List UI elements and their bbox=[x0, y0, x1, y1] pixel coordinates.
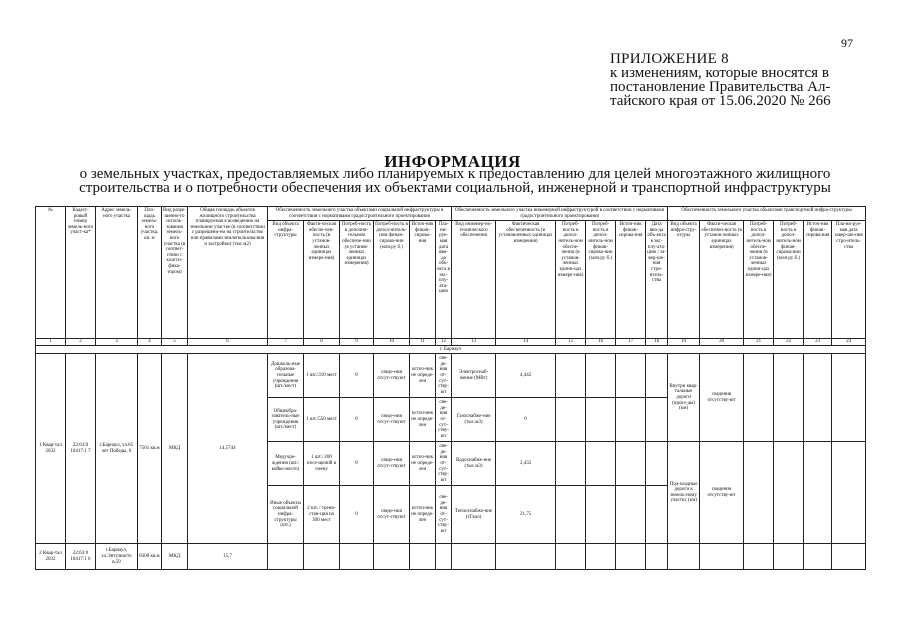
empty-cell bbox=[616, 354, 646, 398]
engineering-fact: 2,432 bbox=[496, 442, 556, 486]
column-number: 13 bbox=[452, 339, 496, 346]
empty-cell bbox=[774, 544, 804, 570]
social-financing: сведе-ния отсут-ствуют bbox=[374, 442, 410, 486]
social-type: Медучре-ждения (шт./койко-место) bbox=[268, 442, 304, 486]
appendix-line: постановление Правительства Ал- bbox=[610, 79, 831, 95]
social-source: источ-ник не опреде-лен bbox=[410, 398, 436, 442]
social-need: 0 bbox=[340, 442, 374, 486]
empty-cell bbox=[586, 544, 616, 570]
column-number: 11 bbox=[410, 339, 436, 346]
address: г.Барнаул, ул.Энтузиасто в,59 bbox=[96, 544, 138, 570]
document-title: ИНФОРМАЦИЯ bbox=[384, 152, 521, 171]
header-cell: Пла-ни-руе-мая дата вво-да объ-екта в экс-плу-ата-цию bbox=[436, 221, 452, 339]
engineering-fact: 21,75 bbox=[496, 486, 556, 544]
empty-cell bbox=[646, 442, 668, 486]
social-date: све-де-ния от-сут-ству-ют bbox=[436, 486, 452, 544]
empty-cell bbox=[744, 442, 774, 544]
empty-cell bbox=[646, 544, 668, 570]
empty-cell bbox=[496, 544, 556, 570]
header-cell: Общая площадь объектов жилищного строительства планируемая к возведению на земельном участке (в соответствии с разрешени-ем на строительство или правилами землепользова-ния и застройки) (тыс.м2) bbox=[188, 207, 268, 339]
header-cell: Фактическая обеспеченность (в установленных единицах измерения) bbox=[496, 221, 556, 339]
empty-cell bbox=[616, 486, 646, 544]
land-area: 8300 кв.м bbox=[138, 544, 162, 570]
column-number: 10 bbox=[374, 339, 410, 346]
column-number: 7 bbox=[268, 339, 304, 346]
empty-cell bbox=[804, 442, 832, 544]
social-financing: сведе-ния отсут-ствуют bbox=[374, 398, 410, 442]
social-financing: сведе-ния отсут-ствуют bbox=[374, 486, 410, 544]
empty-cell bbox=[556, 442, 586, 486]
column-number: 22 bbox=[774, 339, 804, 346]
column-number: 14 bbox=[496, 339, 556, 346]
social-fact: 1 шт./310 мест bbox=[304, 354, 340, 398]
transport-fact: сведения отсутству-ют bbox=[700, 354, 744, 442]
social-date: све-де-ния от-сут-ству-ют bbox=[436, 354, 452, 398]
group-header-transport: Обеспеченность земельного участка объектами транспортной инфра-структуры bbox=[668, 207, 866, 221]
empty-cell bbox=[586, 442, 616, 486]
empty-cell bbox=[374, 544, 410, 570]
header-cell: Источ-ник финан-сирова-ния bbox=[410, 221, 436, 339]
social-financing: сведе-ния отсут-ствуют bbox=[374, 354, 410, 398]
permitted-use: МКД bbox=[162, 544, 188, 570]
engineering-fact: 0 bbox=[496, 398, 556, 442]
empty-cell bbox=[436, 544, 452, 570]
header-cell: Вид инженер-но-технического обеспечения bbox=[452, 221, 496, 339]
total-area: 15,7 bbox=[188, 544, 268, 570]
header-cell: Источ-ник финан-сирова-ния bbox=[616, 221, 646, 339]
transport-type: Внутри квар-тальные дороги (проез-ды) (км) bbox=[668, 354, 700, 442]
column-number: 20 bbox=[700, 339, 744, 346]
empty-cell bbox=[452, 544, 496, 570]
empty-cell bbox=[616, 398, 646, 442]
header-cell: Потреб-ность в допол-нитель-ном финан-сирова-нии (млн.ру б.) bbox=[774, 221, 804, 339]
data-table bbox=[35, 206, 866, 570]
engineering-fact: 4,442 bbox=[496, 354, 556, 398]
empty-cell bbox=[556, 354, 586, 398]
header-cell: № bbox=[36, 207, 66, 339]
social-date: све-де-ния от-сут-ству-ют bbox=[436, 442, 452, 486]
header-cell: Потреб-ность в допол-нитель-ном обеспе-чении (в установ-ленных едини-цах измере-ния) bbox=[556, 221, 586, 339]
column-number: 12 bbox=[436, 339, 452, 346]
city-row: г. Барнаул bbox=[36, 345, 866, 354]
social-fact: 1 шт./550 мест bbox=[304, 398, 340, 442]
social-source: источ-ник не опреде-лен bbox=[410, 442, 436, 486]
page-number: 97 bbox=[841, 36, 853, 50]
header-cell: Вид объекта инфра-структуры bbox=[268, 221, 304, 339]
transport-fact: сведения отсутству-ют bbox=[700, 442, 744, 544]
appendix-heading: ПРИЛОЖЕНИЕ 8 bbox=[610, 51, 729, 67]
header-cell: Пло-щадь земель-ного участка, кв. м bbox=[138, 207, 162, 339]
header-cell: Кадаст-ровый номер земель-ного участ-ка* bbox=[66, 207, 96, 339]
permitted-use: МКД bbox=[162, 354, 188, 544]
header-cell: Потреб-ность в допол-нитель-ном финан-сирова-нии (млн.ру б.) bbox=[374, 221, 410, 339]
address: г.Барнаул, ул.65 лет Победы, 6 bbox=[96, 354, 138, 544]
group-header-social: Обеспеченность земельного участка объектами социальной инфраструктуры в соответствии с нормативами градостроительного проектирования bbox=[268, 207, 452, 221]
empty-cell bbox=[646, 486, 668, 544]
column-number: 4 bbox=[138, 339, 162, 346]
empty-cell bbox=[556, 398, 586, 442]
empty-cell bbox=[804, 544, 832, 570]
column-number: 2 bbox=[66, 339, 96, 346]
column-number: 8 bbox=[304, 339, 340, 346]
social-need: 0 bbox=[340, 354, 374, 398]
empty-cell bbox=[804, 354, 832, 442]
header-cell: Вид разре-шенно-го исполь-зования земель-ного участка (в соответ-ствии с класси-фика-тором) bbox=[162, 207, 188, 339]
engineering-type: Газоснабже-ние (тыс.м3) bbox=[452, 398, 496, 442]
column-number: 17 bbox=[616, 339, 646, 346]
empty-cell bbox=[556, 544, 586, 570]
appendix-line: тайского края от 15.06.2020 № 266 bbox=[610, 93, 831, 109]
social-fact: 2 шт. / трени-стан-ция на 300 мест bbox=[304, 486, 340, 544]
transport-type: Под-ъездные дороги к земель-ному участку (км) bbox=[668, 442, 700, 544]
engineering-type: Электроснаб-жение (МВт) bbox=[452, 354, 496, 398]
header-cell: Потреб-ность в допол-нитель-ном финан-сирова-нии (млн.ру б.) bbox=[586, 221, 616, 339]
empty-cell bbox=[774, 354, 804, 442]
empty-cell bbox=[744, 354, 774, 442]
column-number: 19 bbox=[668, 339, 700, 346]
social-type: Иные объекты социальной инфра-структуры (шт.) bbox=[268, 486, 304, 544]
empty-cell bbox=[646, 398, 668, 442]
empty-cell bbox=[304, 544, 340, 570]
column-number: 21 bbox=[744, 339, 774, 346]
appendix-line: к изменениям, которые вносятся в bbox=[610, 65, 829, 81]
social-type: Общеобра-зователь-ные учреждения (шт./мест) bbox=[268, 398, 304, 442]
social-source: источ-ник не опреде-лен bbox=[410, 486, 436, 544]
empty-cell bbox=[586, 354, 616, 398]
empty-cell bbox=[646, 354, 668, 398]
column-number: 23 bbox=[804, 339, 832, 346]
column-number: 6 bbox=[188, 339, 268, 346]
column-number: 18 bbox=[646, 339, 668, 346]
cadastral-number: 22:63:0 10417:1 6 bbox=[66, 544, 96, 570]
engineering-type: Теплоснабже-ние (тГкал) bbox=[452, 486, 496, 544]
empty-cell bbox=[832, 354, 866, 442]
social-need: 0 bbox=[340, 398, 374, 442]
empty-cell bbox=[586, 398, 616, 442]
cadastral-number: 22:63:0 10417:1 7 bbox=[66, 354, 96, 544]
empty-cell bbox=[340, 544, 374, 570]
empty-cell bbox=[832, 442, 866, 544]
empty-cell bbox=[410, 544, 436, 570]
empty-cell bbox=[586, 486, 616, 544]
land-area: 7561 кв.м bbox=[138, 354, 162, 544]
header-cell: Потреб-ность в допол-нитель-ном обеспе-чении (в установ-ленных едини-цах измере-ния) bbox=[744, 221, 774, 339]
header-cell: Пла-ни-руе-мая дата завер-ше-ния стро-итель-ства bbox=[832, 221, 866, 339]
row-number: 2 Квар-тал 2032 bbox=[36, 544, 66, 570]
empty-cell bbox=[700, 544, 744, 570]
social-need: 0 bbox=[340, 486, 374, 544]
row-number: 1 Квар-тал 2032 bbox=[36, 354, 66, 544]
social-fact: 1 шт./ 200 посе-щений в смену bbox=[304, 442, 340, 486]
empty-cell bbox=[832, 544, 866, 570]
group-header-engineering: Обеспеченность земельного участка инженерной инфраструктурой в соответствии с нормативами градостроительного проектирования bbox=[452, 207, 668, 221]
appendix-block bbox=[610, 52, 845, 108]
column-number: 3 bbox=[96, 339, 138, 346]
header-cell: Вид объекта инфра-стру-ктуры bbox=[668, 221, 700, 339]
column-number: 5 bbox=[162, 339, 188, 346]
header-cell: Дата вво-да объ-екта в экс-плу-ата-цию / за-вер-ше-ния стро-итель-ства bbox=[646, 221, 668, 339]
empty-cell bbox=[668, 544, 700, 570]
empty-cell bbox=[774, 442, 804, 544]
empty-cell bbox=[744, 544, 774, 570]
header-cell: Факти-ческая обеспечен-ность (в установ-ленных единицах измерения) bbox=[700, 221, 744, 339]
empty-cell bbox=[616, 442, 646, 486]
column-number: 15 bbox=[556, 339, 586, 346]
column-number: 9 bbox=[340, 339, 374, 346]
document-subtitle: о земельных участках, предоставляемых либо планируемых к предоставлению для целей многоэтажного жилищного строительства и о потребности обеспечения их объектами социальной, инженерной и транспортной инфраструктуры bbox=[79, 166, 831, 196]
header-cell: Адрес земель-ного участка bbox=[96, 207, 138, 339]
header-cell: Факти-ческая обеспе-чен-ность (в установ-ленных единицах измере-ния) bbox=[304, 221, 340, 339]
empty-cell bbox=[556, 486, 586, 544]
total-area: 14,5744 bbox=[188, 354, 268, 544]
engineering-type: Водоснабже-ние (тыс.м3) bbox=[452, 442, 496, 486]
header-cell: Потреб-ность в дополни-тельном обеспече-нии (в установ-ленных единицах измерения) bbox=[340, 221, 374, 339]
column-number: 24 bbox=[832, 339, 866, 346]
header-cell: Источ-ник финан-сирова-ния bbox=[804, 221, 832, 339]
empty-cell bbox=[616, 544, 646, 570]
empty-cell bbox=[268, 544, 304, 570]
column-number: 16 bbox=[586, 339, 616, 346]
social-date: све-де-ния от-сут-ству-ют bbox=[436, 398, 452, 442]
social-type: Дошколь-ные образова-тельные учреждения (шт./мест) bbox=[268, 354, 304, 398]
column-number: 1 bbox=[36, 339, 66, 346]
social-source: источ-ник не опреде-лен bbox=[410, 354, 436, 398]
